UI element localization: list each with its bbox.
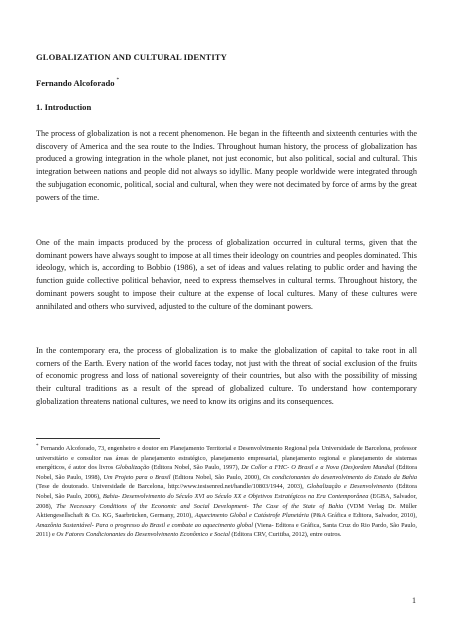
page-number: 1 [412, 596, 416, 605]
footnote-segment: (VDM Verlag Dr. Müller Aktiengesellschaft & Co. KG, Saarbrücken, Germany, 2010), [36, 502, 417, 520]
footnote-segment: (Editora Nobel, São Paulo, 2000), [170, 473, 263, 481]
book-title: Os condicionantes do desenvolvimento do Estado da Bahia [263, 473, 417, 481]
footnote-segment: (Tese de doutorado. Universidade de Barcelona, http://www.tesisenred.net/handle/10803/1944, 2003), [36, 483, 307, 491]
footnote [36, 442, 417, 540]
footnote-marker: * [36, 444, 39, 449]
book-title: Globalização [115, 464, 150, 472]
footnote-reference[interactable]: * [116, 77, 120, 84]
book-title: Bahia- Desenvolvimento do Século XVI ao Século XX e Objetivos Estratégicos na Era Contemporânea [102, 493, 369, 501]
footnote-segment: (P&A Gráfica e Editora, Salvador, 2010), [308, 512, 417, 520]
footnote-text [36, 445, 417, 538]
book-title: The Necessary Conditions of the Economic and Social Development- The Case of the State of Bahia [56, 502, 344, 510]
footnote-divider [36, 438, 160, 439]
author-name: Fernando Alcoforado [36, 78, 115, 88]
footnote-segment: (EGBA, Salvador, 2008), [36, 493, 417, 510]
footnote-segment: (Editora Nobel, São Paulo, 1997), [149, 464, 242, 472]
book-title: Os Fatores Condicionantes do Desenvolvimento Econômico e Social [56, 531, 230, 539]
footnote-segment: (Editora Nobel, São Paulo, 1998), [36, 464, 417, 481]
author-line [36, 78, 119, 88]
book-title: Globalização e Desenvolvimento [306, 483, 394, 491]
footnote-segment: (Editora CRV, Curitiba, 2012), entre outros. [229, 531, 342, 539]
footnote-segment: (Viena- Editora e Gráfica, Santa Cruz do Rio Pardo, São Paulo, 2011) e [36, 521, 418, 539]
book-title: Amazônia Sustentável- Para o progresso do Brasil e combate ao aquecimento global [36, 521, 253, 529]
book-title: Um Projeto para o Brasil [103, 473, 171, 481]
book-title: Aquecimento Global e Catástrofe Planetária [194, 512, 309, 520]
paragraph-3: In the contemporary era, the process of globalization is to make the globalization of capital to take root in all corners of the Earth. Every nation of the world faces today, not just with the threat of social exclusion of the fruits of economic progress and loss of national sovereignty of their countries, but also with the possibility of missing their cultural traditions as a result of the spread of globalized culture. To understand how contemporary globalization threatens national cultures, we need to know its origins and its consequences. [36, 346, 417, 406]
book-title: De Collor a FHC- O Brasil e a Nova (Des)ordem Mundial [241, 464, 395, 472]
paragraph-1: The process of globalization is not a recent phenomenon. He began in the fifteenth and sixteenth centuries with the discovery of America and the sea route to the Indies. Throughout human history, the process of globalization has produced a growing integration in the whole planet, not just economic, but also political, social and cultural. This integration between nations and people did not always so idyllic. Many people worldwide were integrated through the subjugation economic, political, social and cultural, when they were not decimated by force of arms by the great powers of the time. [36, 129, 417, 202]
paragraph-2: One of the main impacts produced by the process of globalization occurred in cultural terms, given that the dominant powers have always sought to impose at all times their ideology on countries and peoples dominated. This ideology, which is, according to Bobbio (1986), a set of ideas and values relating to public order and having the function guide collective political behavior, need to express themselves in cultural terms. Throughout history, the dominant powers sought to impose their culture at the expense of local cultures. Many of these cultures were annihilated and others who survived, adjusted to the culture of the dominant powers. [36, 238, 417, 311]
footnote-segment: (Editora Nobel, São Paulo, 2006), [36, 483, 417, 501]
section-heading: 1. Introduction [36, 102, 92, 112]
footnote-segment: Fernando Alcoforado, 73, engenheiro e doutor em Planejamento Territorial e Desenvolvimento Regional pela Universidade de Barcelona, professor universitário e consultor nas áreas de planejamento estratégico, planejamento empresarial, planejamento regional e planejamento de sistemas energéticos, é autor dos livros [36, 445, 417, 472]
document-title: GLOBALIZATION AND CULTURAL IDENTITY [36, 52, 227, 62]
